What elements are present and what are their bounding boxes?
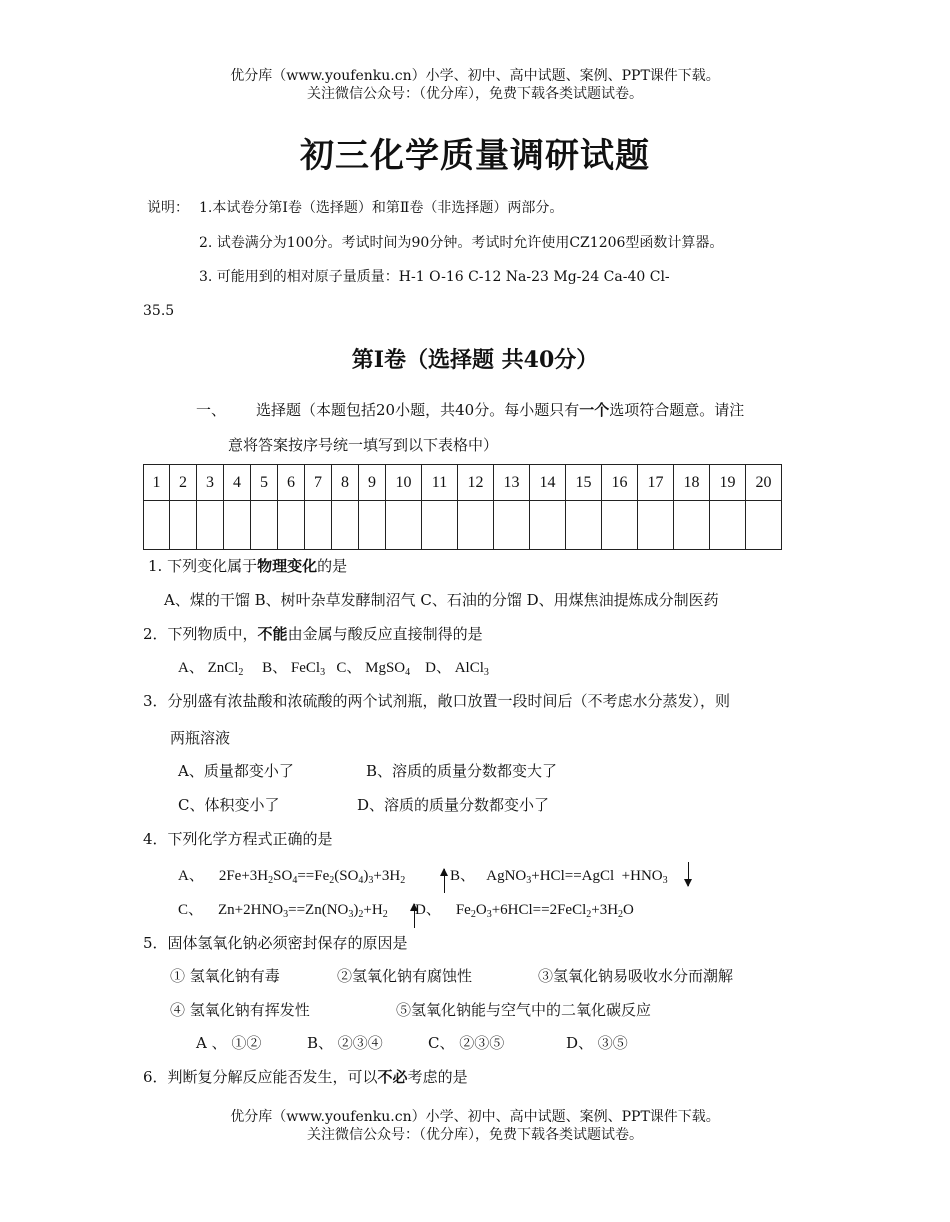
answer-number-cell: 16 <box>602 465 638 501</box>
answer-number-cell: 7 <box>305 465 332 501</box>
answer-blank-cell[interactable] <box>332 501 359 550</box>
answer-number-cell: 4 <box>224 465 251 501</box>
answer-blank-cell[interactable] <box>386 501 422 550</box>
note-1: 1.本试卷分第Ⅰ卷（选择题）和第Ⅱ卷（非选择题）两部分。 <box>199 200 564 216</box>
note-2: 2. 试卷满分为100分。考试时间为90分钟。考试时允许使用CZ1206型函数计算器。 <box>199 235 724 251</box>
footer-line-1: 优分库（www.youfenku.cn）小学、初中、高中试题、案例、PPT课件下载。 <box>230 1109 720 1125</box>
answer-table <box>143 464 782 550</box>
answer-number-cell: 13 <box>494 465 530 501</box>
instruction-emphasis: 一个 <box>579 401 610 419</box>
question-4-stem: 4．下列化学方程式正确的是 <box>143 830 333 848</box>
question-3-stem: 3．分别盛有浓盐酸和浓硫酸的两个试剂瓶，敞口放置一段时间后（不考虑水分蒸发），则 <box>143 692 731 710</box>
question-1-options: A、煤的干馏 B、树叶杂草发酵制沼气 C、石油的分馏 D、用煤焦油提炼成分制医药 <box>164 591 719 609</box>
instruction-number: 一、 <box>196 401 227 419</box>
answer-number-cell: 12 <box>458 465 494 501</box>
answer-table-blank-row <box>144 501 782 550</box>
answer-blank-cell[interactable] <box>251 501 278 550</box>
answer-number-cell: 18 <box>674 465 710 501</box>
answer-blank-cell[interactable] <box>144 501 170 550</box>
answer-number-cell: 17 <box>638 465 674 501</box>
answer-number-cell: 6 <box>278 465 305 501</box>
q3-option-a: A、质量都变小了 <box>178 762 294 780</box>
answer-number-cell: 5 <box>251 465 278 501</box>
q2-option-c: C、 MgSO$_4$ <box>336 660 411 678</box>
answer-blank-cell[interactable] <box>710 501 746 550</box>
answer-number-cell: 11 <box>422 465 458 501</box>
answer-blank-cell[interactable] <box>638 501 674 550</box>
question-3-stem-continued: 两瓶溶液 <box>170 729 231 747</box>
section-title: 第Ⅰ卷（选择题 共40分） <box>351 347 599 373</box>
q2-text-end: 由金属与酸反应直接制得的是 <box>287 625 483 643</box>
answer-blank-cell[interactable] <box>170 501 197 550</box>
answer-blank-cell[interactable] <box>422 501 458 550</box>
answer-number-cell: 1 <box>144 465 170 501</box>
answer-table-header-row <box>144 465 782 501</box>
note-3-continued: 35.5 <box>143 303 175 319</box>
q4-option-b: B、 AgNO$_3$+HCl==AgCl $+HNO_3$ <box>450 868 668 886</box>
q3-option-d: D、溶质的质量分数都变小了 <box>357 796 550 814</box>
question-6-stem <box>143 1066 468 1087</box>
q2-text: 2．下列物质中， <box>143 625 258 643</box>
q2-option-a: A、 ZnCl$_2$ <box>178 660 244 678</box>
precipitate-down-arrow-icon <box>688 862 689 886</box>
question-2-options <box>178 656 489 677</box>
question-2-stem <box>143 623 483 644</box>
answer-blank-cell[interactable] <box>494 501 530 550</box>
answer-number-cell: 3 <box>197 465 224 501</box>
answer-number-cell: 2 <box>170 465 197 501</box>
q2-emphasis: 不能 <box>257 625 288 643</box>
q2-option-b: B、 FeCl$_3$ <box>262 660 326 678</box>
q5-item-2: ②氢氧化钠有腐蚀性 <box>337 967 473 985</box>
note-3: 3. 可能用到的相对原子量质量：H-1 O-16 C-12 Na-23 Mg-24 Ca-40 Cl- <box>199 269 670 285</box>
footer-line-2: 关注微信公众号：（优分库），免费下载各类试题试卷。 <box>307 1127 643 1143</box>
q5-item-3: ③氢氧化钠易吸收水分而潮解 <box>538 967 734 985</box>
answer-blank-cell[interactable] <box>278 501 305 550</box>
answer-blank-cell[interactable] <box>602 501 638 550</box>
q1-emphasis: 物理变化 <box>257 557 318 575</box>
q5-item-4: ④ 氢氧化钠有挥发性 <box>170 1001 310 1019</box>
answer-number-cell: 10 <box>386 465 422 501</box>
q4-option-d: D、 $Fe_2O_3+6HCl==2FeCl_2+3H_2O$ <box>415 902 634 920</box>
gas-up-arrow-icon <box>414 904 415 928</box>
q5-item-1: ① 氢氧化钠有毒 <box>170 967 280 985</box>
q6-emphasis: 不必 <box>377 1068 408 1086</box>
header-line-2: 关注微信公众号：（优分库），免费下载各类试题试卷。 <box>307 86 643 102</box>
q3-option-c: C、体积变小了 <box>178 796 280 814</box>
q5-option-a: A 、 ①② <box>196 1034 262 1052</box>
answer-blank-cell[interactable] <box>746 501 782 550</box>
answer-blank-cell[interactable] <box>566 501 602 550</box>
q4-option-c: C、 $Zn+2HNO_3==Zn(NO_3)_2+H_2$ <box>178 902 388 920</box>
instruction-line-2: 意将答案按序号统一填写到以下表格中） <box>228 436 499 454</box>
question-5-stem: 5．固体氢氧化钠必须密封保存的原因是 <box>143 934 408 952</box>
page-title: 初三化学质量调研试题 <box>300 136 650 176</box>
q5-option-b: B、 ②③④ <box>307 1034 383 1052</box>
answer-number-cell: 8 <box>332 465 359 501</box>
gas-up-arrow-icon <box>444 869 445 893</box>
answer-blank-cell[interactable] <box>305 501 332 550</box>
q1-text-end: 的是 <box>317 557 348 575</box>
answer-blank-cell[interactable] <box>674 501 710 550</box>
q1-text: 1. 下列变化属于 <box>148 557 258 575</box>
answer-blank-cell[interactable] <box>458 501 494 550</box>
instruction-text: 选择题（本题包括20小题，共40分。每小题只有 <box>256 401 580 419</box>
answer-number-cell: 9 <box>359 465 386 501</box>
answer-number-cell: 15 <box>566 465 602 501</box>
q6-text: 6．判断复分解反应能否发生，可以 <box>143 1068 378 1086</box>
q4-option-a: A、 $2Fe+3H_2SO_4==Fe_2(SO_4)_3+3H_2$ <box>178 868 406 886</box>
answer-number-cell: 14 <box>530 465 566 501</box>
question-1-stem <box>148 555 347 576</box>
instruction-text-end: 选项符合题意。请注 <box>609 401 745 419</box>
answer-blank-cell[interactable] <box>359 501 386 550</box>
answer-number-cell: 20 <box>746 465 782 501</box>
q5-option-c: C、 ②③⑤ <box>428 1034 505 1052</box>
answer-number-cell: 19 <box>710 465 746 501</box>
header-line-1: 优分库（www.youfenku.cn）小学、初中、高中试题、案例、PPT课件下载。 <box>230 68 720 84</box>
answer-blank-cell[interactable] <box>197 501 224 550</box>
notes-label: 说明： <box>147 200 189 216</box>
answer-blank-cell[interactable] <box>224 501 251 550</box>
q5-item-5: ⑤氢氧化钠能与空气中的二氧化碳反应 <box>396 1001 652 1019</box>
instruction-line-1 <box>196 399 744 420</box>
q3-option-b: B、溶质的质量分数都变大了 <box>366 762 558 780</box>
q6-text-end: 考虑的是 <box>407 1068 468 1086</box>
q2-option-d: D、 AlCl$_3$ <box>425 660 489 678</box>
q5-option-d: D、 ③⑤ <box>566 1034 628 1052</box>
answer-blank-cell[interactable] <box>530 501 566 550</box>
